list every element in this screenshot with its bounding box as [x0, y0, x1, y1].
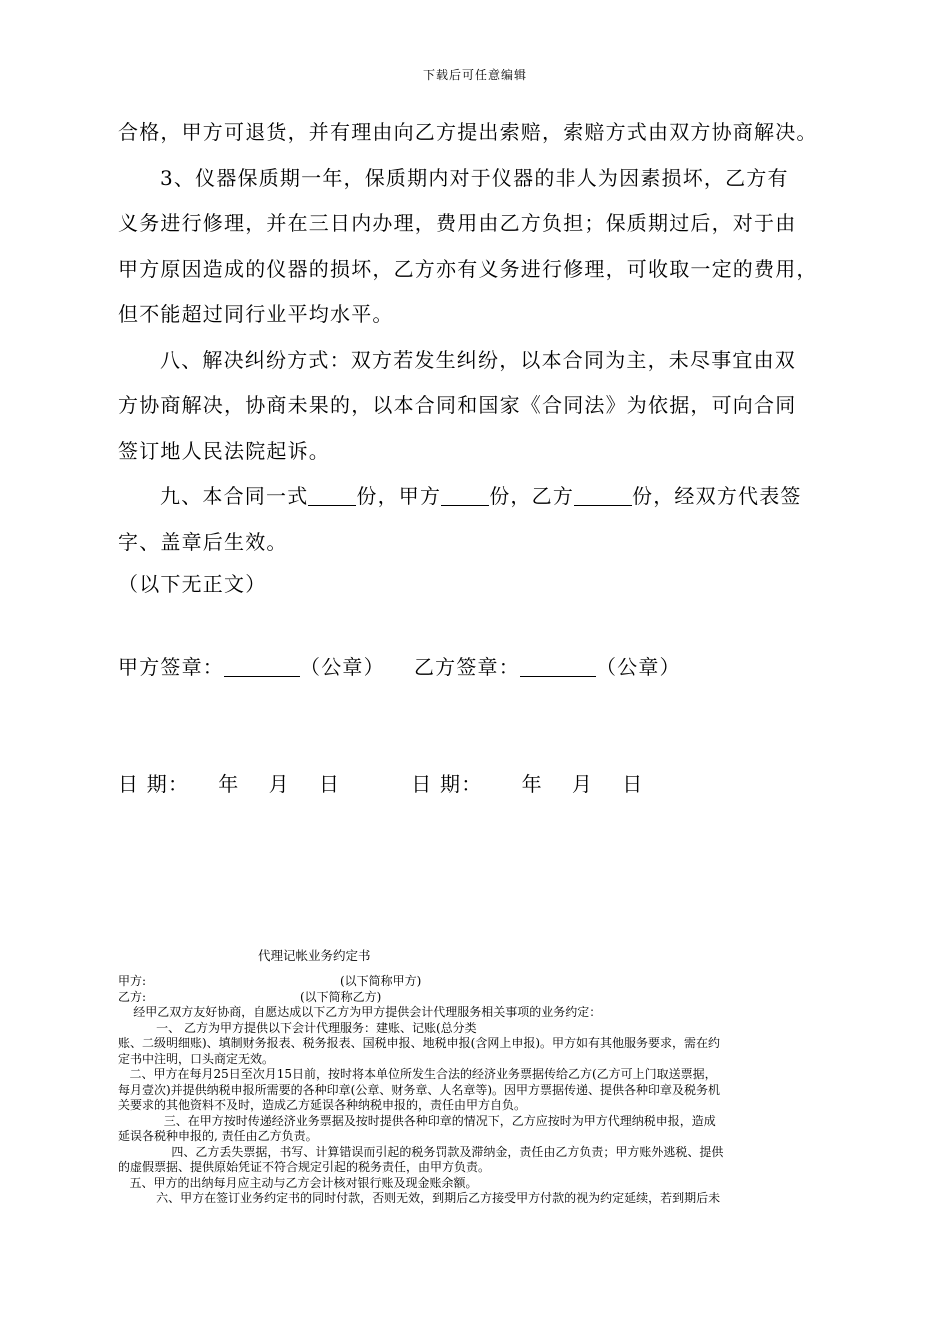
- signature-row: [118, 651, 681, 680]
- body-line: 关要求的其他资料不及时，造成乙方延误各种纳税申报的，责任由甲方自负。: [118, 1098, 527, 1112]
- clause-text: 九、本合同一式: [160, 484, 309, 508]
- paragraph-line: 3、仪器保质期一年，保质期内对于仪器的非人为因素损坏，乙方有: [160, 165, 789, 190]
- second-doc-body: [118, 1005, 842, 1207]
- day-label: 日: [622, 772, 644, 796]
- body-line: 二、甲方在每月25日至次月15日前，按时将本单位所发生合法的经济业务票据传给乙方(乙方可上门取送票据，: [118, 1067, 717, 1081]
- seal-label: （公章）: [300, 655, 385, 679]
- body-line: 账、二级明细账)、填制财务报表、税务报表、国税申报、地税申报(含网上申报)。甲方如有其他服务要求，需在约: [118, 1036, 721, 1050]
- clause-nine: [118, 474, 843, 520]
- copies-blank[interactable]: [308, 487, 356, 506]
- paragraph-line: 合格，甲方可退货，并有理由向乙方提出索赔，索赔方式由双方协商解决。: [118, 120, 818, 144]
- seal-label: （公章）: [595, 655, 681, 679]
- paragraph-line: 字、盖章后生效。: [118, 529, 288, 554]
- body-line: 五、甲方的出纳每月应主动与乙方会计核对银行账及现金账余额。: [118, 1175, 478, 1190]
- no-text-note: （以下无正文）: [118, 572, 267, 596]
- day-label: 日: [318, 772, 341, 796]
- year-label: 年: [521, 772, 543, 796]
- party-a-sign-blank[interactable]: [224, 658, 300, 677]
- date-row: [118, 768, 643, 797]
- body-line: 的虚假票据、提供原始凭证不符合规定引起的税务责任，由甲方负责。: [118, 1160, 491, 1174]
- body-line: 四、乙方丢失票据，书写、计算错误而引起的税务罚款及滞纳金，责任由乙方负责；甲方账外逃税、提供: [118, 1144, 724, 1159]
- month-label: 月: [268, 772, 290, 796]
- body-line: 延误各税种申报的, 责任由乙方负责。: [118, 1129, 318, 1143]
- clause-text: 份，经双方代表签: [632, 484, 802, 508]
- paragraph-line: 甲方原因造成的仪器的损坏，乙方亦有义务进行修理，可收取一定的费用，: [118, 256, 818, 281]
- party-b-sign-label: 乙方签章：: [413, 655, 520, 679]
- second-doc-title: 代理记帐业务约定书: [258, 948, 371, 963]
- paragraph-line: 义务进行修理，并在三日内办理，费用由乙方负担；保质期过后，对于由: [118, 211, 797, 235]
- contract-body: [118, 110, 843, 565]
- party-a-copies-blank[interactable]: [441, 487, 489, 506]
- body-line: 经甲乙双方友好协商，自愿达成以下乙方为甲方提供会计代理服务相关事项的业务约定：: [118, 1005, 602, 1019]
- paragraph-line: 方协商解决，协商未果的，以本合同和国家《合同法》为依据，可向合同: [118, 393, 797, 417]
- body-line: 三、在甲方按时传递经济业务票据及按时提供各种印章的情况下，乙方应按时为甲方代理纳税申报，造成: [118, 1113, 716, 1128]
- clause-text: 份，甲方: [356, 484, 442, 508]
- date-label: 日 期：: [411, 772, 483, 796]
- paragraph-line: 八、解决纠纷方式：双方若发生纠纷，以本合同为主，未尽事宜由双: [160, 347, 796, 372]
- date-label: 日 期：: [118, 772, 190, 796]
- body-line: 一、 乙方为甲方提供以下会计代理服务：建账、记账(总分类: [118, 1020, 477, 1035]
- paragraph-line: 签订地人民法院起诉。: [118, 438, 330, 463]
- party-b-label: 乙方:: [118, 989, 147, 1004]
- month-label: 月: [571, 772, 594, 796]
- party-a-note: (以下简称甲方): [340, 974, 422, 988]
- body-line: 每月壹次)并提供纳税申报所需要的各种印章(公章、财务章、人名章等)。因甲方票据传递、提供各种印章及税务机: [118, 1082, 721, 1097]
- party-block: [118, 974, 842, 1207]
- paragraph-line: 但不能超过同行业平均水平。: [118, 302, 394, 326]
- year-label: 年: [218, 772, 240, 796]
- body-line: 六、甲方在签订业务约定书的同时付款，否则无效，到期后乙方接受甲方付款的视为约定延续，若到期后未: [118, 1191, 721, 1205]
- party-b-copies-blank[interactable]: [574, 487, 632, 506]
- party-b-note: (以下简称乙方): [300, 989, 382, 1004]
- party-a-label: 甲方:: [118, 974, 147, 988]
- clause-text: 份，乙方: [489, 484, 575, 508]
- page-header: 下载后可任意编辑: [422, 68, 527, 82]
- party-a-sign-label: 甲方签章：: [118, 655, 224, 679]
- body-line: 定书中注明，口头商定无效。: [118, 1051, 275, 1066]
- party-b-sign-blank[interactable]: [520, 658, 596, 677]
